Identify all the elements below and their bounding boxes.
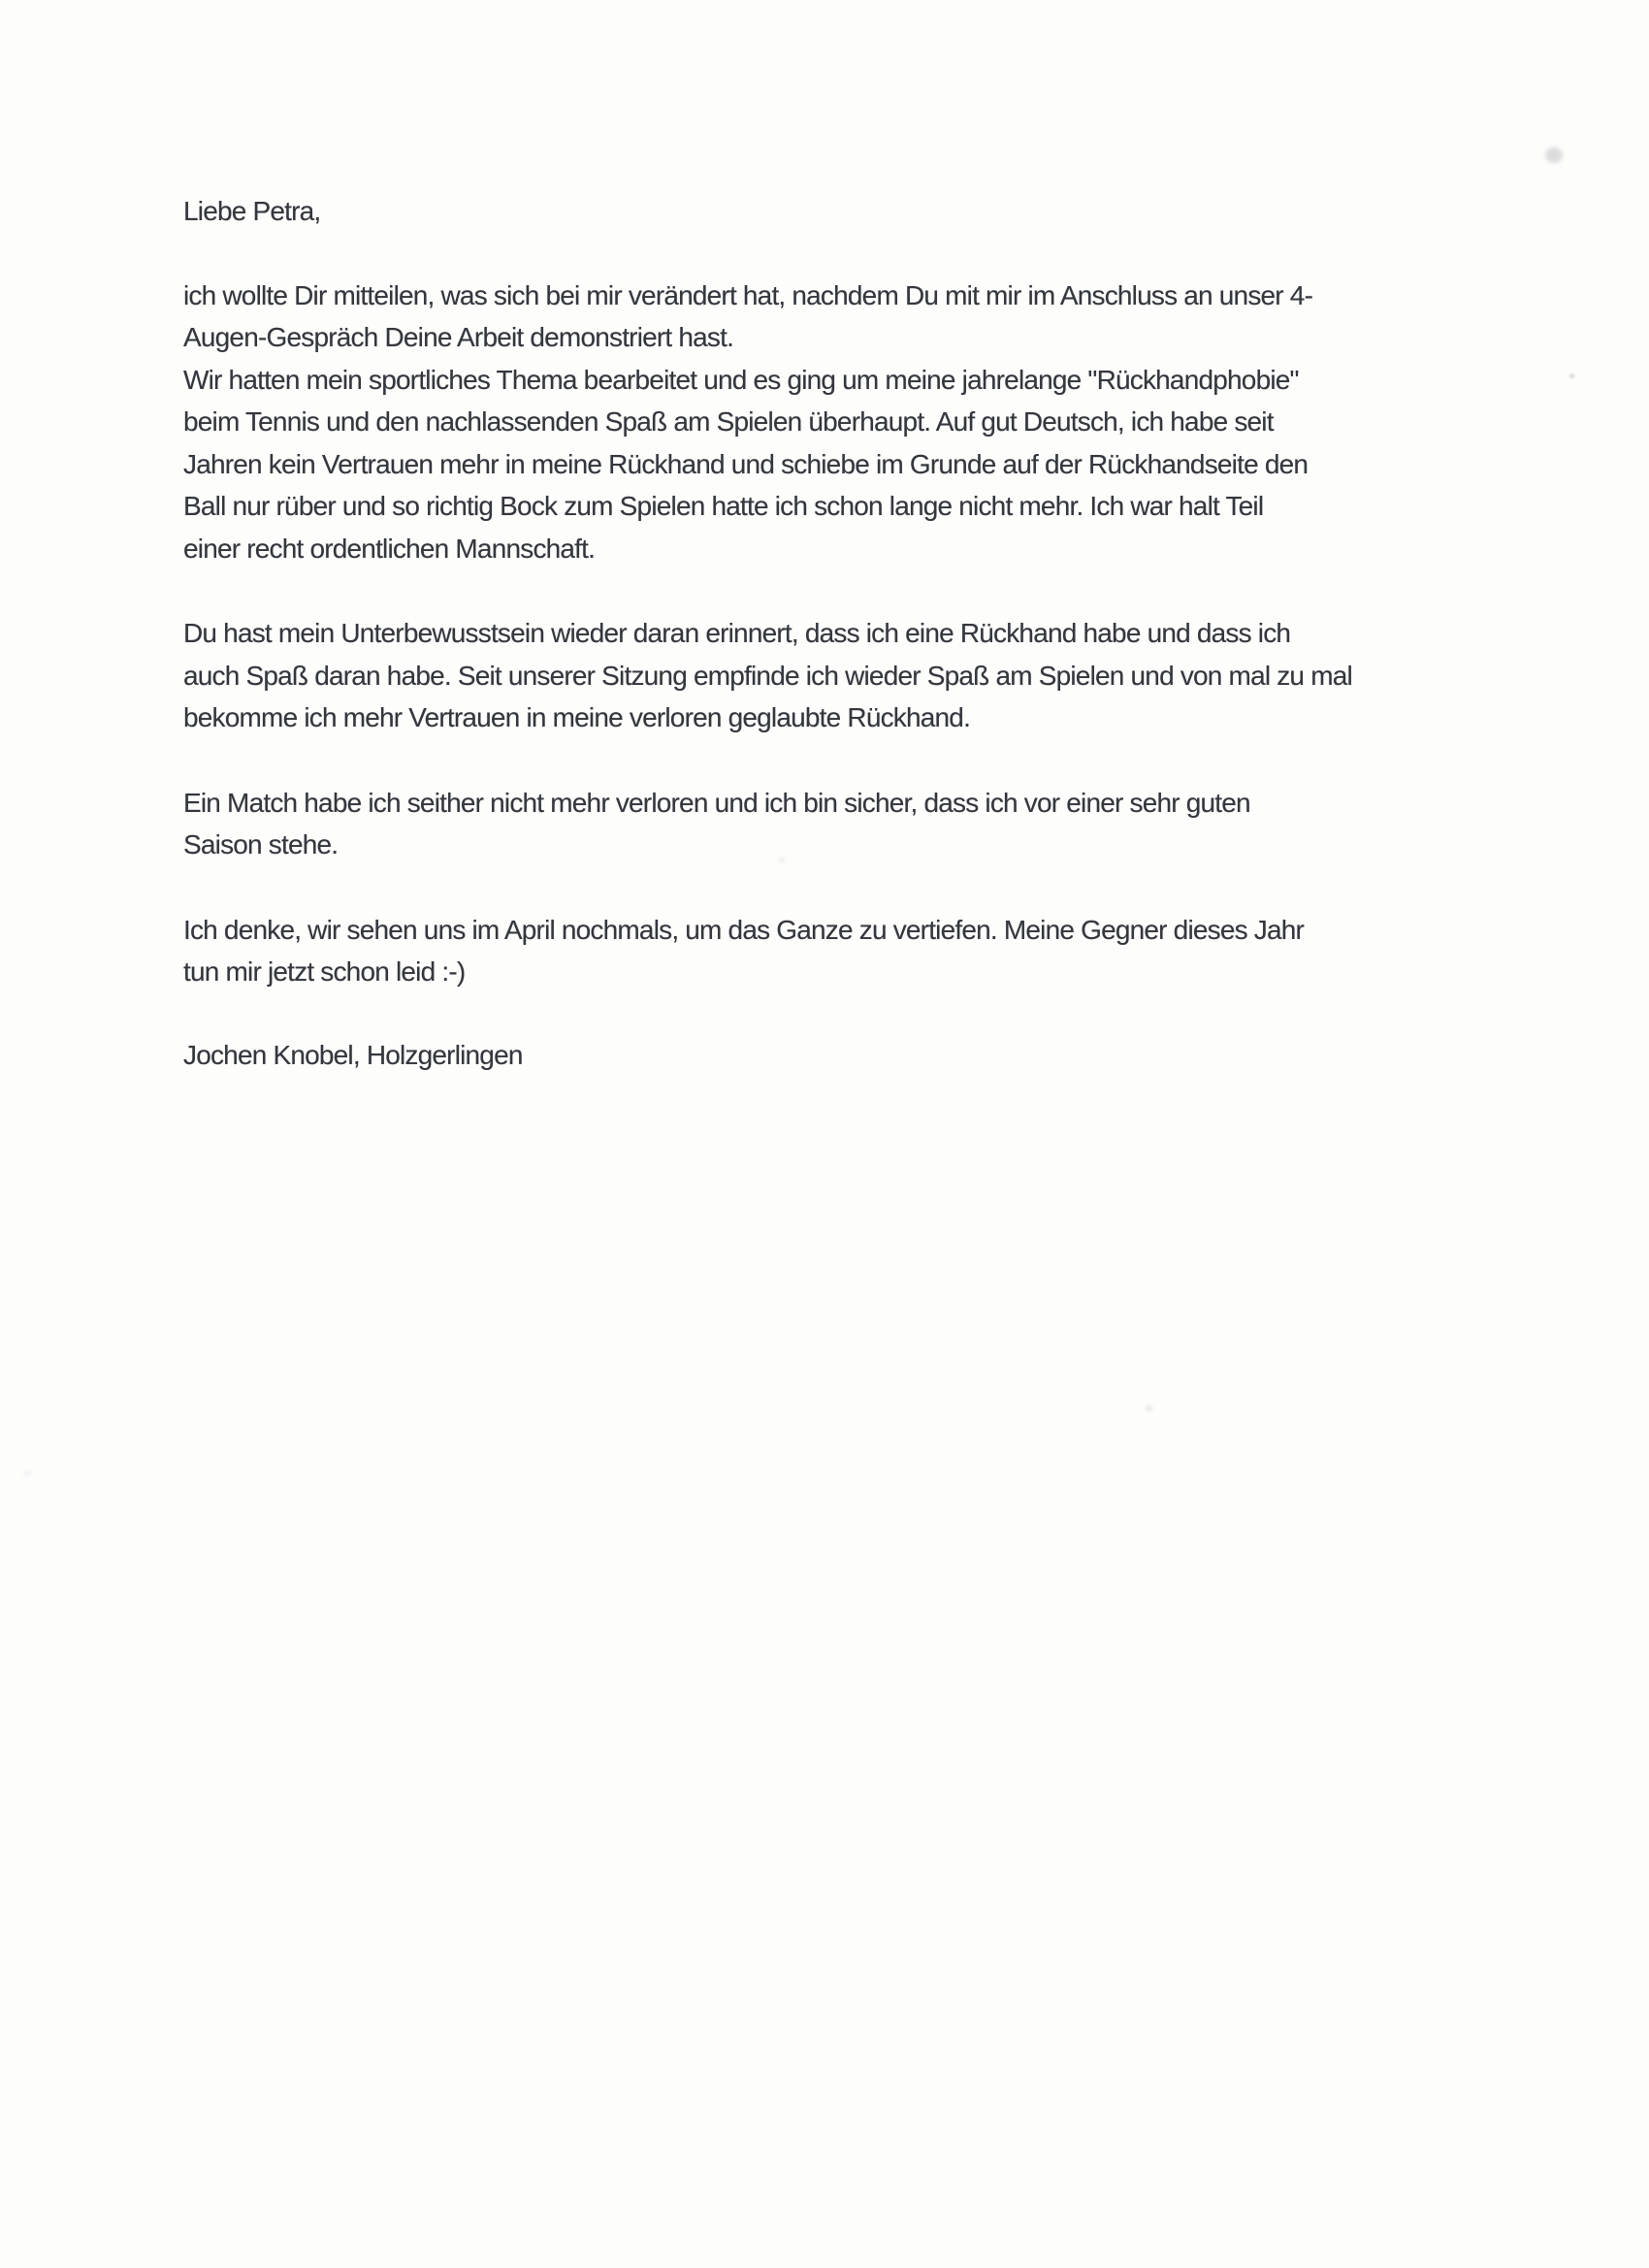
letter-paragraph <box>183 275 1503 570</box>
letter-body <box>183 190 1503 1076</box>
letter-line: Jahren kein Vertrauen mehr in meine Rückhand und schiebe im Grunde auf der Rückhandseite den <box>183 448 1309 479</box>
letter-line: Ein Match habe ich seither nicht mehr verloren und ich bin sicher, dass ich vor einer sehr guten <box>183 787 1250 818</box>
letter-paragraph <box>183 612 1503 739</box>
letter-paragraph <box>183 782 1503 866</box>
scan-smudge <box>1545 147 1563 163</box>
letter-salutation: Liebe Petra, <box>183 196 321 226</box>
letter-line: einer recht ordentlichen Mannschaft. <box>183 533 596 564</box>
letter-line: Wir hatten mein sportliches Thema bearbeitet und es ging um meine jahrelange "Rückhandphobie" <box>183 364 1299 395</box>
letter-line: Augen-Gespräch Deine Arbeit demonstriert hast. <box>183 322 734 352</box>
scan-smudge <box>1146 1406 1152 1411</box>
scan-smudge <box>1569 373 1574 378</box>
letter-paragraph <box>183 909 1503 993</box>
letter-line: beim Tennis und den nachlassenden Spaß am Spielen überhaupt. Auf gut Deutsch, ich habe seit <box>183 406 1274 437</box>
scan-smudge <box>23 1471 31 1476</box>
letter-line: auch Spaß daran habe. Seit unserer Sitzung empfinde ich wieder Spaß am Spielen und von mal zu mal <box>183 660 1352 691</box>
letter-line: Ich denke, wir sehen uns im April nochmals, um das Ganze zu vertiefen. Meine Gegner dieses Jahr <box>183 914 1305 945</box>
letter-signature: Jochen Knobel, Holzgerlingen <box>183 1039 523 1070</box>
letter-line: Saison stehe. <box>183 829 339 859</box>
letter-line: Ball nur rüber und so richtig Bock zum Spielen hatte ich schon lange nicht mehr. Ich war halt Teil <box>183 491 1264 521</box>
letter-line: ich wollte Dir mitteilen, was sich bei mir verändert hat, nachdem Du mit mir im Anschluss an unser 4- <box>183 279 1313 310</box>
letter-line: tun mir jetzt schon leid :-) <box>183 956 466 987</box>
letter-line: bekomme ich mehr Vertrauen in meine verloren geglaubte Rückhand. <box>183 702 971 732</box>
letter-line: Du hast mein Unterbewusstsein wieder daran erinnert, dass ich eine Rückhand habe und dass ich <box>183 618 1291 648</box>
